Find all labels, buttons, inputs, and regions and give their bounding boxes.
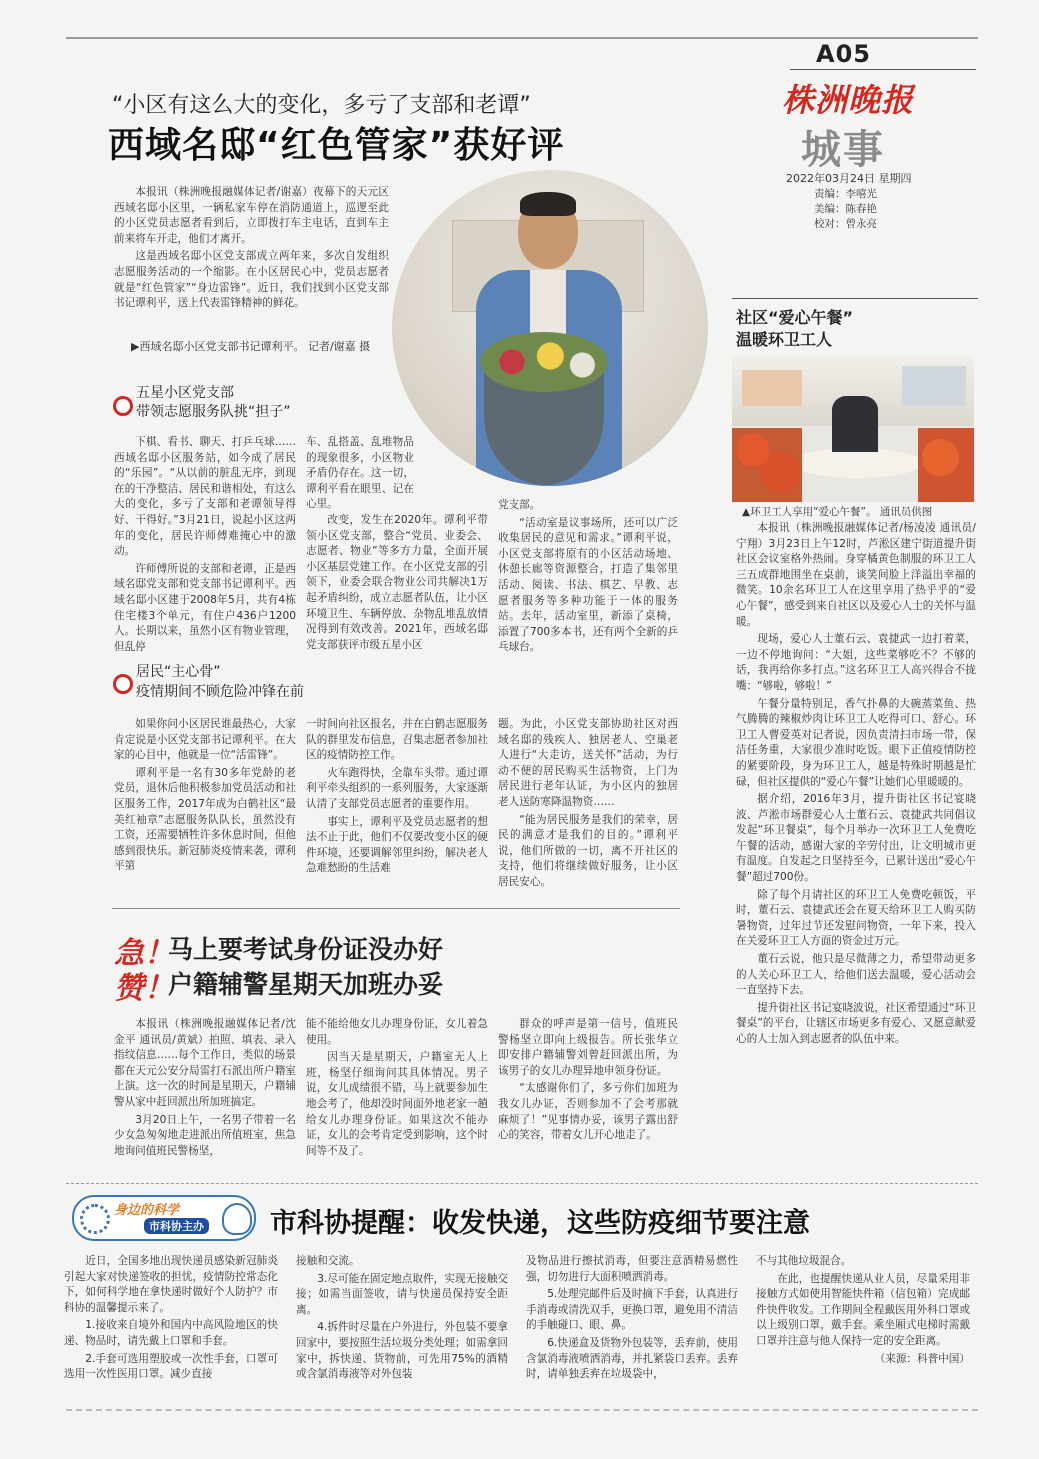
bottom-dashes — [66, 1409, 978, 1411]
science-col2 — [296, 1254, 508, 1385]
s1-col3-p1: 党支部。 — [498, 499, 541, 511]
portrait-flowers — [480, 332, 608, 392]
science-col1-p2: 1.接收来自境外和国内中高风险地区的快递、物品时，请先戴上口罩和手套。 — [64, 1319, 278, 1347]
science-col4-p2: 在此，也提醒快递从业人员，尽量采用非接触方式如使用智能快件箱（信包箱）完成邮件快件收发。工作期间全程戴医用外科口罩或以上级别口罩，戴手套。乘坐厢式电梯时需戴口罩并注意与他人保持一定的安全距离。 — [756, 1272, 970, 1347]
science-col2-p2: 3.尽可能在固定地点取件，实现无接触交接；如需当面签收，请与快递员保持安全距离。 — [296, 1272, 508, 1316]
portrait-hair — [520, 192, 576, 216]
s2-col1-p2: 谭利平是一名有30多年党龄的老党员，退休后他积极参加党员活动和社区服务工作，2017年成为白鹤社区“最美红袖章”志愿服务队队长，虽然没有工资，还需要牺牲许多休息时间，但他感到很快乐。新冠肺炎疫情来袭，谭利平第 — [114, 766, 296, 873]
lead-headline: 西域名邸“红色管家”获好评 — [108, 125, 565, 166]
science-col4-source: （来源：科普中国） — [874, 1352, 970, 1365]
science-top-dashes — [66, 1183, 978, 1184]
sidebar-p1: 本报讯（株洲晚报融媒体记者/杨凌凌 通讯员/宁翔）3月23日上午12时，芦淞区建宁街道提升街社区会议室格外热闹。身穿橘黄色制服的环卫工人三五成群地围坐在桌前，谈笑间脸上洋溢出幸福的微笑。10余名环卫工人在这里享用了热乎乎的“爱心午餐”，感受到来自社区以及爱心人士的关怀与温暖。 — [736, 522, 976, 628]
subhead-1-line2: 带领志愿服务队挑“担子” — [136, 404, 291, 420]
lead-intro — [114, 185, 389, 314]
s1-col1-p2: 许师傅所说的支部和老谭，正是西域名邸党支部和党支部书记谭利平。西域名邸小区建于2008年5月，共有4栋住宅楼3个单元，有住户436户1200人。长期以来，虽然小区有物业管理，但乱停 — [114, 562, 296, 653]
s1-col2-top — [306, 435, 414, 515]
s2-col1 — [114, 717, 296, 877]
s1-col2-p2: 改变，发生在2020年。谭利平带领小区党支部，整合“党员、业委会、志愿者、物业”等多方力量，全面开展小区基层党建工作。在小区党支部的引领下，业委会联合物业公司共解决1万起矛盾纠纷，成立志愿者队伍，让小区环境卫生、车辆停放、杂物乱堆乱放情况得到有效改善。2021年，西域名邸党支部获评市级五星小区 — [306, 514, 488, 651]
masthead-rule — [790, 69, 976, 70]
hukou-col2-p1: 能不能给他女儿办理身份证，女儿着急使用。 — [306, 1018, 488, 1046]
sidebar-photo-banner — [742, 370, 802, 406]
science-col3-p3: 6.快递盒及货物外包装等，丢弃前，使用含氯消毒液喷洒消毒，并扎紧袋口丢弃。丢弃时，请单独丢弃在垃圾袋中， — [526, 1336, 738, 1381]
sidebar-p6: 董石云说，他只是尽微薄之力，希望带动更多的人关心环卫工人，给他们送去温暖，爱心活动会一直坚持下去。 — [736, 953, 976, 997]
issue-date: 2022年03月24日 星期四 — [786, 172, 912, 185]
page-number: A05 — [816, 40, 871, 68]
science-badge-head-icon — [222, 1203, 252, 1235]
sidebar-photo-standing — [832, 396, 878, 452]
s2-col3 — [498, 717, 678, 893]
subhead-1-marker — [113, 396, 133, 416]
s2-col1-p1: 如果你问小区居民谁最热心，大家肯定说是小区党支部书记谭利平。在大家的心目中，他就是一位“活雷锋”。 — [114, 718, 296, 762]
sidebar-top-rule — [732, 298, 978, 299]
s2-col2 — [306, 717, 488, 879]
science-col3-p1: 及物品进行擦拭消毒，但要注意酒精易燃性强，切勿进行大面积喷洒消毒。 — [526, 1255, 738, 1283]
hukou-mark-2: 赞！ — [114, 971, 174, 1006]
s1-col1 — [114, 435, 296, 657]
hukou-col1-p1: 本报讯（株洲晚报融媒体记者/沈金平 通讯员/黄斌）拍照、填表、录入指纹信息……每个工作日，类似的场景都在天元公安分局雷打石派出所户籍室上演。这一次的时间是星期天，户籍辅警从家中赶回派出所加班搞定。 — [114, 1018, 296, 1108]
hukou-col3 — [498, 1017, 678, 1146]
s1-col2 — [306, 513, 488, 655]
sidebar-p5: 除了每个月请社区的环卫工人免费吃顿饭，平时，董石云、袁捷武还会在夏天给环卫工人购买防暑物资，过年过节还发慰问物资，一年下来，投入在关爱环卫工人方面的资金过万元。 — [736, 888, 976, 948]
lead-intro-p1: 本报讯（株洲晚报融媒体记者/谢嘉）夜幕下的天元区西域名邸小区里，一辆私家车停在消防通道上，巡逻至此的小区党员志愿者看到后，立即拨打车主电话，直到车主前来将车开走，他们才离开。 — [114, 186, 389, 245]
sidebar-p2: 现场，爱心人士董石云、袁捷武一边打着菜，一边不停地询问：“大姐，这些菜够吃不？不够的话，我再给你多打点。”这名环卫工人高兴得合不拢嘴：“够啦，够啦！” — [736, 633, 976, 692]
hukou-col1-p2: 3月20日上午，一名男子带着一名少女急匆匆地走进派出所值班室，焦急地询问值班民警杨坚， — [114, 1113, 296, 1157]
s2-col2-p3: 事实上，谭利平及党员志愿者的想法不止于此，他们不仅要改变小区的硬件环境，还要调解邻里纠纷，解决老人急难愁盼的生活难 — [306, 815, 488, 875]
hukou-headline-2: 户籍辅警星期天加班办妥 — [168, 970, 444, 999]
editor-credit: 责编：李嘻光 — [814, 188, 877, 200]
sidebar-p7: 提升街社区书记宴晓波说，社区希望通过“环卫餐桌”的平台，让辖区市场更多有爱心、又愿意献爱心的人士加入到志愿者的队伍中来。 — [736, 1001, 976, 1045]
science-col1-p1: 近日，全国多地出现快递员感染新冠肺炎引起大家对快递签收的担忧，疫情防控常态化下，如何科学地在拿快递时做好个人防护？市科协的温馨提示来了。 — [64, 1255, 278, 1314]
sidebar-body — [736, 521, 976, 1050]
science-col4-p1: 不与其他垃圾混合。 — [756, 1255, 852, 1267]
hukou-col3-p2: “太感谢你们了，多亏你们加班为我女儿办证，否则参加不了会考那就麻烦了！”见事情办妥，该男子露出舒心的笑容，带着女儿开心地走了。 — [498, 1082, 678, 1142]
sidebar-photo-workers-left — [732, 428, 802, 502]
science-col2-p1: 接触和交流。 — [296, 1255, 360, 1267]
science-col2-p3: 4.拆件时尽量在户外进行，外包装不要拿回家中，要按照生活垃圾分类处理；如需拿回家中，拆快递、货物前，可先用75%的酒精或含氯消毒液等对外包装 — [296, 1321, 508, 1381]
sidebar-p3: 午餐分量特别足，香气扑鼻的大碗蒸菜鱼、热气腾腾的辣椒炒肉让环卫工人吃得可口、舒心。环卫工人曹爱英对记者说，因负责清扫市场一带，保洁任务重，大家很少准时吃饭。眼下正值疫情防控的紧要阶段，身为环卫工人，越是特殊时期越是忙碌，但社区提供的“爱心午餐”让她们心里暖暖的。 — [736, 697, 976, 788]
hukou-mark-1: 急！ — [114, 936, 174, 971]
sidebar-headline-1: 社区“爱心午餐” — [736, 308, 854, 327]
s2-col2-p1: 一时间向社区报名，并在白鹤志愿服务队的群里发布信息，召集志愿者参加社区的疫情防控工作。 — [306, 718, 488, 762]
s2-col3-p2: “能为居民服务是我们的荣幸，居民的满意才是我们的目的。”谭利平说，他们所做的一切，离不开社区的支持，他们将继续做好服务，让小区居民安心。 — [498, 813, 678, 888]
lead-intro-p2: 这是西域名邸小区党支部成立两年来，多次自发组织志愿服务活动的一个缩影。在小区居民心中，党员志愿者就是“红色管家”“身边雷锋”。近日，我们找到小区党支部书记谭利平，送上代表雷锋精神的鲜花。 — [114, 250, 389, 310]
designer-credit: 美编：陈春艳 — [814, 203, 877, 215]
hukou-col2 — [306, 1017, 488, 1161]
lead-kicker: “小区有这么大的变化，多亏了支部和老谭” — [112, 93, 531, 118]
science-col1 — [64, 1254, 278, 1385]
s1-col3-p2: “活动室是议事场所，还可以广泛收集居民的意见和需求。”谭利平说，小区党支部将原有的小区活动场地、休憩长廊等资源整合，打造了集邻里活动、阅读、书法、棋艺、早教、志愿者服务等多种功能于一体的服务站。去年，活动室里，新添了桌椅，添置了700多本书，还有两个全新的乒乓球台。 — [498, 516, 678, 654]
sidebar-photo-caption: ▲环卫工人享用“爱心午餐”。 通讯员供图 — [742, 506, 933, 518]
sidebar-photo-table — [792, 448, 922, 478]
sidebar-photo-board — [902, 366, 966, 406]
s1-col1-p1: 下棋、看书、聊天、打乒乓球……西域名邸小区服务站，如今成了居民的“乐园”。“从以前的脏乱无序，到现在的干净整洁、居民和谐相处，有这么大的变化，多亏了支部和老谭领导得好、干得好。”3月21日，说起小区这两年的变化，居民许师傅难掩心中的激动。 — [114, 436, 296, 558]
science-badge-sub: 市科协主办 — [144, 1218, 209, 1234]
story-divider — [112, 908, 680, 909]
hukou-headline-1: 马上要考试身份证没办好 — [168, 935, 444, 964]
subhead-1-line1: 五星小区党支部 — [136, 385, 234, 401]
science-headline: 市科协提醒：收发快递，这些防疫细节要注意 — [270, 1208, 810, 1239]
hukou-col1 — [114, 1017, 296, 1161]
s2-col3-p1: 题。为此，小区党支部协助社区对西域名邸的残疾人、独居老人、空巢老人进行“大走访，送关怀”活动，为行动不便的居民购买生活物资，上门为居民进行老年认证，为小区内的独居老人送防寒降温物资…… — [498, 718, 678, 808]
lead-photo-caption: ▶西域名邸小区党支部书记谭利平。 记者/谢嘉 摄 — [131, 340, 371, 353]
subhead-2-marker — [113, 674, 133, 694]
sidebar-headline-2: 温暖环卫工人 — [736, 330, 833, 349]
science-col1-p3: 2.手套可选用塑胶或一次性手套，口罩可选用一次性医用口罩。减少直接 — [64, 1352, 278, 1381]
science-col3-p2: 5.处理完邮件后及时摘下手套，认真进行手消毒或清洗双手，更换口罩，避免用不清洁的手触碰口、眼、鼻。 — [526, 1288, 738, 1332]
s2-col2-p2: 火车跑得快，全靠车头带。通过谭利平牵头组织的一系列服务，大家逐渐认清了支部党员志愿者的重要作用。 — [306, 766, 488, 810]
science-col4 — [756, 1254, 970, 1369]
proofreader-credit: 校对：曾永亮 — [814, 218, 877, 230]
subhead-2-line1: 居民“主心骨” — [136, 664, 221, 680]
science-badge-title: 身边的科学 — [114, 1203, 180, 1218]
section-title: 城事 — [801, 126, 885, 173]
science-badge — [72, 1195, 256, 1241]
sidebar-p4: 据介绍，2016年3月，提升街社区书记宴晓波、芦淞市场群爱心人士董石云、袁捷武共同倡议发起“环卫餐桌”，每个月举办一次环卫工人免费吃午餐的活动，感谢大家的辛劳付出，让文明城市更有温度。自发起之日坚持至今，已累计送出“爱心午餐”超过700份。 — [736, 793, 976, 884]
top-rule — [66, 37, 978, 39]
subhead-2-line2: 疫情期间不顾危险冲锋在前 — [136, 684, 304, 700]
paper-logo: 株洲晚报 — [782, 81, 915, 119]
sidebar-photo-workers-right — [918, 428, 974, 502]
science-col3 — [526, 1254, 738, 1385]
hukou-col3-p1: 群众的呼声是第一信号，值班民警杨坚立即向上级报告。所长张华立即安排户籍辅警刘曾赶回派出所，为该男子的女儿办理异地申领身份证。 — [498, 1018, 678, 1077]
hukou-col2-p2: 因当天是星期天，户籍室无人上班，杨坚仔细询问其具体情况。男子说，女儿成绩很不错，马上就要参加生地会考了，他却没时间面外地老家一趟给女儿办理身份证。如果这次不能办证，女儿的会考肯定受到影响，这个时间等不及了。 — [306, 1051, 488, 1157]
science-badge-gear-icon — [80, 1204, 110, 1234]
portrait-photo — [392, 170, 708, 486]
sidebar-photo — [732, 356, 974, 502]
s1-col3 — [498, 498, 678, 658]
s1-col2-p1: 车、乱搭盖、乱堆物品的现象很多，小区物业矛盾仍存在。这一切，谭利平看在眼里、记在心里。 — [306, 436, 414, 511]
